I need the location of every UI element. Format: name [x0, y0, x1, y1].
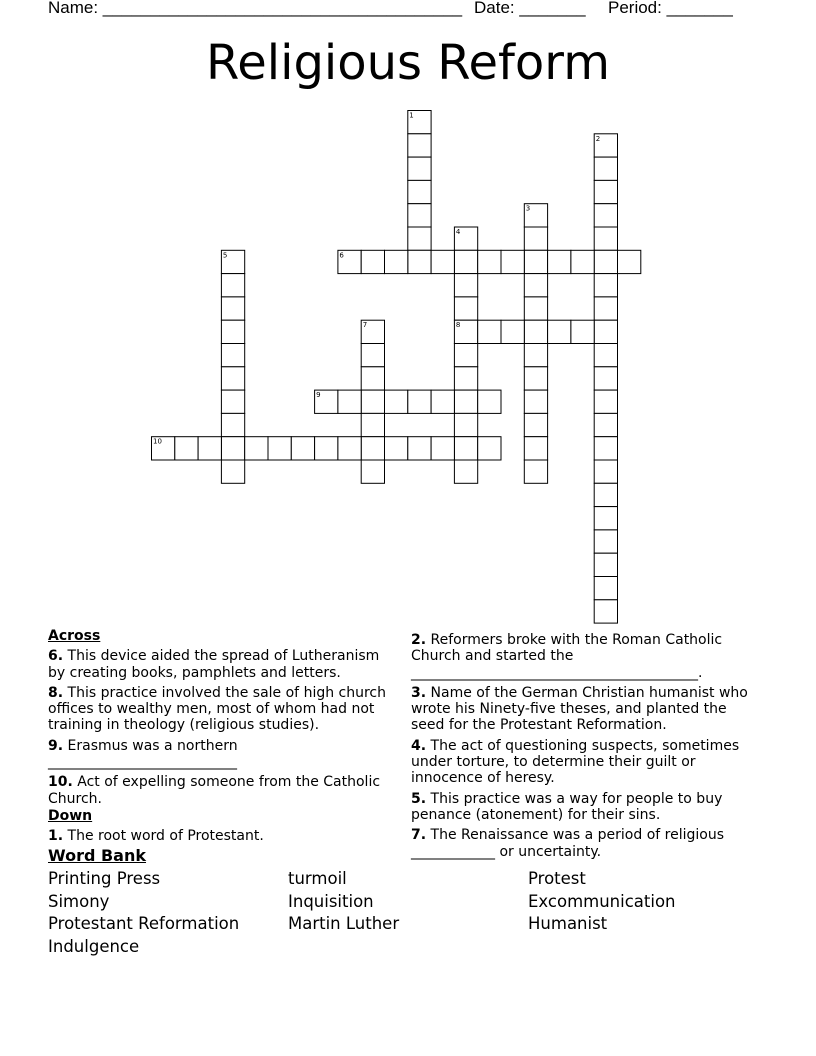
crossword-cell-r10-c13[interactable]	[454, 344, 477, 367]
crossword-cell-r14-c16[interactable]	[524, 437, 547, 460]
crossword-cell-r11-c3[interactable]	[221, 367, 244, 390]
word-bank-entry: Excommunication	[528, 891, 676, 911]
crossword-cell-r14-c8[interactable]	[338, 437, 361, 460]
crossword-cell-r6-c19[interactable]	[594, 250, 617, 273]
crossword-cell-r6-c11[interactable]	[408, 250, 431, 273]
clue-number: 5.	[411, 790, 427, 807]
crossword-cell-r6-c16[interactable]	[524, 250, 547, 273]
crossword-cell-r14-c12[interactable]	[431, 437, 454, 460]
crossword-cell-r9-c3[interactable]	[221, 320, 244, 343]
date-field[interactable]: Date: _______	[474, 0, 586, 17]
word-bank-entry: Indulgence	[48, 936, 140, 956]
clue-number: 8.	[48, 684, 64, 701]
crossword-cell-r6-c17[interactable]	[548, 250, 571, 273]
crossword-cell-r5-c16[interactable]	[524, 227, 547, 250]
crossword-cell-r8-c13[interactable]	[454, 297, 477, 320]
crossword-cell-r12-c13[interactable]	[454, 390, 477, 413]
crossword-cell-r14-c11[interactable]	[408, 437, 431, 460]
clues-right-column	[411, 628, 761, 860]
down-clue-list-rest	[411, 632, 761, 860]
clue-number-7: 7	[362, 321, 368, 330]
crossword-cell-r9-c16[interactable]	[524, 320, 547, 343]
clue-text: The Renaissance was a period of religious ____________ or uncertainty.	[411, 827, 724, 860]
crossword-cell-r14-c10[interactable]	[385, 437, 408, 460]
clue-number-4: 4	[455, 228, 461, 236]
across-clue-list	[48, 648, 393, 807]
crossword-cell-r6-c18[interactable]	[571, 250, 594, 273]
crossword-cell-r5-c19[interactable]	[594, 227, 617, 250]
clue-number: 4.	[411, 737, 427, 754]
clue-number: 1.	[48, 828, 64, 845]
clue-text: Name of the German Christian humanist who wrote his Ninety-five theses, and planted the seed for the Protestant Reformation.	[411, 684, 748, 734]
crossword-cell-r6-c13[interactable]	[454, 250, 477, 273]
crossword-cell-r12-c19[interactable]	[594, 390, 617, 413]
word-bank-entry: Protestant Reformation	[48, 914, 240, 934]
crossword-cell-r10-c19[interactable]	[594, 344, 617, 367]
crossword-cell-r9-c15[interactable]	[501, 320, 524, 343]
clue-number-2: 2	[595, 134, 601, 143]
crossword-cell-r13-c16[interactable]	[524, 413, 547, 436]
crossword-cell-r7-c3[interactable]	[221, 274, 244, 297]
down-clue	[411, 632, 761, 681]
word-bank-entry: Humanist	[528, 914, 608, 934]
down-clue	[411, 827, 761, 860]
page-title: Religious Reform	[206, 35, 610, 91]
clue-number: 2.	[411, 632, 427, 648]
crossword-cell-r6-c15[interactable]	[501, 250, 524, 273]
crossword-cell-r6-c12[interactable]	[431, 250, 454, 273]
crossword-cell-r1-c11[interactable]	[408, 134, 431, 157]
crossword-cell-r13-c9[interactable]	[361, 413, 384, 436]
crossword-cell-r6-c14[interactable]	[478, 250, 501, 273]
period-field[interactable]: Period: _______	[608, 0, 733, 17]
crossword-cell-r19-c19[interactable]	[594, 553, 617, 576]
across-clue	[48, 685, 393, 734]
crossword-cell-r12-c12[interactable]	[431, 390, 454, 413]
word-bank-entry: Inquisition	[288, 891, 374, 911]
across-clue	[48, 648, 393, 681]
down-clue	[411, 685, 761, 734]
crossword-cell-r17-c19[interactable]	[594, 507, 617, 530]
word-bank-column-1	[48, 868, 239, 958]
crossword-cell-r10-c9[interactable]	[361, 344, 384, 367]
crossword-cell-r4-c19[interactable]	[594, 204, 617, 227]
clue-text: The act of questioning suspects, sometimes under torture, to determine their guilt or innocence of heresy.	[411, 737, 740, 787]
crossword-cell-r11-c19[interactable]	[594, 367, 617, 390]
crossword-cell-r14-c6[interactable]	[291, 437, 314, 460]
clue-number-6: 6	[339, 251, 344, 260]
clue-number-9: 9	[316, 391, 321, 400]
crossword-cell-r16-c19[interactable]	[594, 483, 617, 506]
crossword-cell-r7-c19[interactable]	[594, 274, 617, 297]
crossword-cell-r6-c20[interactable]	[618, 250, 641, 273]
crossword-cell-r9-c17[interactable]	[548, 320, 571, 343]
crossword-cell-r12-c16[interactable]	[524, 390, 547, 413]
crossword-cell-r13-c13[interactable]	[454, 413, 477, 436]
crossword-cell-r10-c3[interactable]	[221, 344, 244, 367]
clue-number-3: 3	[525, 204, 531, 213]
crossword-cell-r7-c16[interactable]	[524, 274, 547, 297]
clue-text: Reformers broke with the Roman Catholic Church and started the _________________________________________.	[411, 632, 723, 681]
crossword-cell-r5-c11[interactable]	[408, 227, 431, 250]
clue-text: This practice was a way for people to buy penance (atonement) for their sins.	[411, 790, 723, 823]
crossword-cell-r14-c14[interactable]	[478, 437, 501, 460]
clue-text: This practice involved the sale of high church offices to wealthy men, most of whom had not training in theology (religious studies).	[48, 684, 386, 734]
crossword-cell-r20-c19[interactable]	[594, 577, 617, 600]
clue-number-1: 1	[409, 111, 414, 120]
crossword-cell-r12-c11[interactable]	[408, 390, 431, 413]
down-clue-list-first	[48, 828, 393, 844]
crossword-cell-r2-c11[interactable]	[408, 157, 431, 180]
crossword-cell-r14-c19[interactable]	[594, 437, 617, 460]
word-bank-entry: Printing Press	[48, 869, 161, 888]
word-bank-title: Word Bank	[48, 846, 147, 865]
crossword-cell-r15-c16[interactable]	[524, 460, 547, 483]
crossword-cell-r13-c3[interactable]	[221, 413, 244, 436]
word-bank-entry: Protest	[528, 869, 586, 888]
crossword-cell-r15-c3[interactable]	[221, 460, 244, 483]
crossword-cell-r8-c3[interactable]	[221, 297, 244, 320]
crossword-cell-r7-c13[interactable]	[454, 274, 477, 297]
name-field[interactable]: Name: ______________________________________	[48, 0, 463, 17]
down-clue	[48, 828, 393, 844]
word-bank-entry: turmoil	[288, 869, 347, 888]
crossword-cell-r6-c10[interactable]	[385, 250, 408, 273]
crossword-cell-r9-c18[interactable]	[571, 320, 594, 343]
crossword-cell-r2-c19[interactable]	[594, 157, 617, 180]
clue-number: 9.	[48, 737, 64, 754]
down-clue	[411, 738, 761, 787]
clue-text: This device aided the spread of Lutheranism by creating books, pamphlets and letters.	[48, 648, 380, 681]
clue-number: 7.	[411, 827, 427, 844]
word-bank-column-2	[288, 868, 399, 936]
crossword-cell-r14-c9[interactable]	[361, 437, 384, 460]
crossword-cell-r11-c9[interactable]	[361, 367, 384, 390]
word-bank-column-3	[528, 868, 676, 936]
crossword-cell-r3-c19[interactable]	[594, 180, 617, 203]
crossword-cell-r14-c1[interactable]	[175, 437, 198, 460]
clue-number-10: 10	[153, 437, 162, 446]
across-clue	[48, 774, 393, 807]
crossword-cell-r14-c7[interactable]	[315, 437, 338, 460]
crossword-cell-r14-c4[interactable]	[245, 437, 268, 460]
across-clue	[48, 738, 393, 771]
clue-text: Erasmus was a northern ___________________________	[48, 737, 238, 771]
crossword-cell-r4-c11[interactable]	[408, 204, 431, 227]
crossword-cell-r14-c2[interactable]	[198, 437, 221, 460]
down-heading: Down	[48, 807, 93, 824]
clue-number: 3.	[411, 684, 427, 701]
clue-number: 10.	[48, 774, 73, 791]
crossword-cell-r13-c19[interactable]	[594, 413, 617, 436]
word-bank-entry: Martin Luther	[288, 914, 400, 934]
crossword-cell-r8-c19[interactable]	[594, 297, 617, 320]
crossword-cell-r12-c10[interactable]	[385, 390, 408, 413]
clues-left-column	[48, 628, 393, 845]
crossword-cell-r14-c3[interactable]	[221, 437, 244, 460]
clue-text: The root word of Protestant.	[63, 828, 264, 845]
crossword-cell-r15-c19[interactable]	[594, 460, 617, 483]
crossword-cell-r3-c11[interactable]	[408, 180, 431, 203]
crossword-cell-r10-c16[interactable]	[524, 344, 547, 367]
crossword-cell-r6-c9[interactable]	[361, 250, 384, 273]
crossword-cell-r15-c13[interactable]	[454, 460, 477, 483]
crossword-cell-r14-c13[interactable]	[454, 437, 477, 460]
crossword-cell-r12-c8[interactable]	[338, 390, 361, 413]
crossword-cell-r18-c19[interactable]	[594, 530, 617, 553]
crossword-cell-r9-c19[interactable]	[594, 320, 617, 343]
word-bank-entry: Simony	[48, 891, 110, 911]
crossword-cell-r14-c5[interactable]	[268, 437, 291, 460]
clue-number-5: 5	[222, 251, 228, 260]
crossword-cell-r21-c19[interactable]	[594, 600, 617, 623]
crossword-cell-r12-c9[interactable]	[361, 390, 384, 413]
crossword-cell-r15-c9[interactable]	[361, 460, 384, 483]
clue-number: 6.	[48, 648, 64, 665]
crossword-cell-r9-c14[interactable]	[478, 320, 501, 343]
down-clue	[411, 791, 761, 824]
across-heading: Across	[48, 628, 101, 644]
crossword-cell-r8-c16[interactable]	[524, 297, 547, 320]
crossword-cell-r11-c16[interactable]	[524, 367, 547, 390]
crossword-cell-r12-c14[interactable]	[478, 390, 501, 413]
clue-text: Act of expelling someone from the Catholic Church.	[48, 774, 381, 807]
crossword-cell-r11-c13[interactable]	[454, 367, 477, 390]
clue-number-8: 8	[455, 321, 461, 330]
crossword-cell-r12-c3[interactable]	[221, 390, 244, 413]
